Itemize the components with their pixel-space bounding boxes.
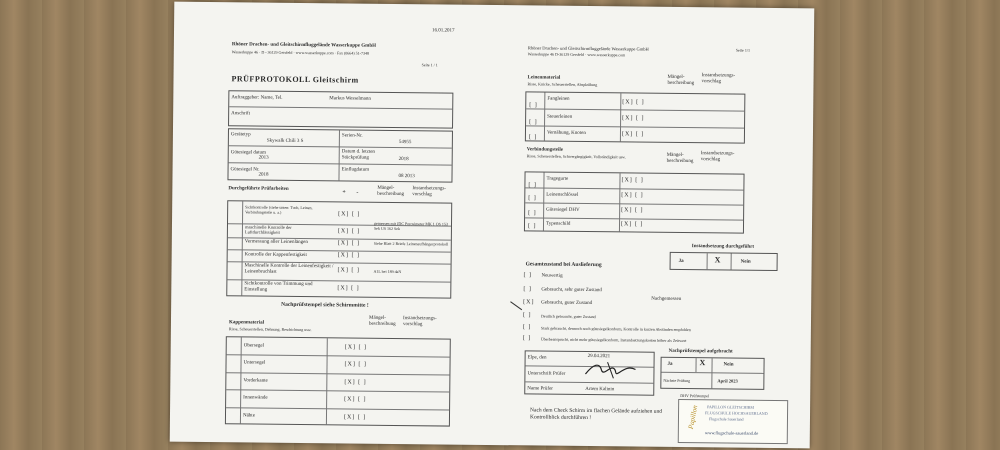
checks-repair-header: Instandsetzungs-vorschlag xyxy=(412,186,447,198)
built-label: Gütesiegel datum xyxy=(230,150,266,156)
overall-5-label: Stark gebraucht, dennoch noch gütesiegelkonform, Kontrolle in kurzen Abständen empfohlen xyxy=(540,325,691,333)
verbindung-row-3-mark: [X] [ ] xyxy=(621,207,644,214)
checks-title: Durchgeführte Prüfarbeiten xyxy=(228,186,289,192)
check-row-6-mark: [X] [ ] xyxy=(337,285,360,292)
kappe-subtitle: Risse, Scheuerstellen, Dehnung, Beschichtung usw. xyxy=(228,326,312,333)
check-row-4-mark: [X] [ ] xyxy=(337,252,361,259)
overall-1-mark: [ ] xyxy=(523,272,533,279)
stamp-next-value: April 2023 xyxy=(717,378,738,384)
stamp-nein: Nein xyxy=(723,362,734,368)
verbindung-row-4-mark: [X] [ ] xyxy=(620,221,644,228)
checks-table xyxy=(226,200,452,298)
sign-place-label: Elpe, den xyxy=(527,355,547,361)
kappe-row-4-label: Innenwände xyxy=(243,395,268,401)
date-top: 16.01.2017 xyxy=(432,28,455,34)
checks-minus: - xyxy=(356,189,359,196)
seal-label: Gütesiegel Nr. xyxy=(230,167,260,173)
leinen-row-2-label: Steuerleinen xyxy=(547,114,573,120)
check-row-3-note: Siehe Blatt 2 Briefe Leinenaufhängerprotokoll xyxy=(373,240,449,247)
stamp-title: Nachprüfstempel aufgebracht xyxy=(668,348,733,355)
signature-box xyxy=(524,350,654,395)
check-row-4-label: Kontrolle der Kappenfestigkeit xyxy=(244,252,307,259)
lastcheck-label: Datum d. letzten Stückprüfung xyxy=(341,149,375,161)
kappe-row-1-mark: [X] [ ] xyxy=(344,344,368,351)
repair-done-mark: X xyxy=(714,255,721,265)
address-label: Anschrift xyxy=(231,111,251,117)
leinen-row-3-mark: [X] [ ] xyxy=(621,131,645,138)
check-row-5-note: A1L bei 189 daN xyxy=(373,268,402,275)
logo-line-1: PAPILLON GLEITSCHIRM xyxy=(707,404,754,410)
verbindung-row-1-mark: [X] [ ] xyxy=(621,177,644,184)
overall-6-label: Überbeansprucht, nicht mehr gütesiegelkonform, Instandsetzungskosten höher als Zeitwert xyxy=(540,336,687,344)
leinen-row-1-label: Fangleinen xyxy=(547,96,570,102)
lastcheck-value: 2018 xyxy=(398,157,409,163)
leinen-repair-header: Instandsetzungs-vorschlag xyxy=(701,73,736,85)
verbindung-table: [ ] [ ] [ ] [ ] Tragegurte [X] [ ] Leinenschlössel [X] [ ] Gütesiegel DHV [X] [ ] Typenschild [X] [ ] xyxy=(524,171,745,233)
leinen-row-1-mark: [X] [ ] xyxy=(622,99,645,106)
school-logo-stamp xyxy=(678,399,788,444)
logo-line-4: www.flugschule-sauerland.de xyxy=(704,430,759,436)
stamp-box xyxy=(660,357,764,390)
overall-4-mark: [ ] xyxy=(523,312,532,319)
sign-name-value: Artem Kalinin xyxy=(585,386,615,393)
logo-line-3: Flugschule Sauerland xyxy=(708,416,744,422)
built-value: 2013 xyxy=(258,155,269,161)
check-row-5-mark: [X] [ ] xyxy=(337,267,360,274)
check-row-1-label: Sichtkontrolle (siehe unten: Tuch, Leinen, Verbindungsteile u. a.) xyxy=(245,204,313,215)
right-page xyxy=(510,5,815,448)
check-row-5-label: Maschinelle Kontrolle der Leinenfestigkeit / Leinenbruchlast xyxy=(244,263,334,275)
overall-4-label: Deutlich gebraucht, guter Zustand xyxy=(541,313,596,320)
kappe-row-3-label: Vorderkante xyxy=(243,378,268,384)
owner-value: Markus Wesselmann xyxy=(329,96,371,102)
check-row-2-note: gemessen mit JDC Porosimeter MK 1 OS 153 Sek US 162 Sek xyxy=(373,220,448,232)
verbindung-title: Verbindungsteile xyxy=(526,147,564,153)
overall-title: Gesamtzustand bei Auslieferung xyxy=(525,261,602,269)
sign-label: Unterschrift Prüfer xyxy=(527,371,566,377)
leinen-row-2-mark: [X] [ ] xyxy=(622,115,645,122)
company-address: Wasserkuppe 46 · D - 36129 Gersfeld · www.wasserkuppe.com · Fax (0664) 51-7348 xyxy=(231,49,369,56)
kappe-row-3-mark: [X] [ ] xyxy=(344,379,367,386)
repair-done-ja: Ja xyxy=(678,258,684,265)
sign-name-label: Name Prüfer xyxy=(527,386,553,392)
leinen-row-3-label: Vernähung, Knoten xyxy=(546,130,586,136)
owner-box xyxy=(228,90,453,128)
stamp-ja: Ja xyxy=(667,361,673,367)
stamp-next-label: Nächste Prüfung xyxy=(663,377,691,384)
flight-value: 08 2013 xyxy=(398,174,415,180)
kappe-row-2-mark: [X] [ ] xyxy=(344,361,367,368)
check-row-3-label: Vermessung aller Leinenlängen xyxy=(244,239,308,246)
overall-side-note: Nachgemessen xyxy=(651,296,682,302)
kappe-row-2-label: Untersegel xyxy=(243,360,266,366)
repair-done-nein: Nein xyxy=(740,259,751,265)
seal-value: 2018 xyxy=(258,172,269,178)
company-address-right: Wasserkuppe 46 D-36129 Gersfeld · www.wasserkuppe.com xyxy=(527,51,626,58)
kappe-row-5-label: Nähte xyxy=(242,413,255,419)
sign-date: 29.04.2021 xyxy=(587,354,611,360)
flight-label: Einflugdatum xyxy=(341,167,370,173)
stamp-note: Nachprüfstempel siehe Schirmmitte ! xyxy=(281,301,369,309)
overall-6-mark: [ ] xyxy=(522,335,532,342)
check-row-2-mark: [X] [ ] xyxy=(337,228,361,235)
overall-1-label: Neuwertig xyxy=(541,273,563,279)
verbindung-row-3-label: Gütesiegel DHV xyxy=(546,207,580,213)
company-name-right: Rhöner Drachen- und Gleitschirmfluggelände Wasserkuppe GmbH xyxy=(527,45,649,52)
leinen-defect-header: Mängel-beschreibung xyxy=(667,74,695,87)
verbindung-repair-header: Instandsetzungs-vorschlag xyxy=(700,151,735,163)
kappe-row-5-mark: [X] [ ] xyxy=(343,414,367,421)
overall-3-mark: [X] xyxy=(523,299,535,306)
overall-2-label: Gebraucht, sehr guter Zustand xyxy=(541,287,602,294)
company-name: Rhöner Drachen- und Gleitschirmfluggelände Wasserkuppe GmbH xyxy=(231,42,377,49)
verbindung-subtitle: Risse, Scheuerstellen, Schwergängigkeit, Vollständigkeit usw. xyxy=(526,153,626,160)
kappe-row-1-label: Obersegel xyxy=(243,343,265,349)
device-box xyxy=(227,128,453,182)
verbindung-row-2-label: Leinenschlössel xyxy=(546,192,579,198)
dhv-label: DHV Prüfstempel xyxy=(680,392,710,399)
overall-3-label: Gebraucht, guter Zustand xyxy=(541,300,593,307)
check-row-6-label: Sichtkontrolle von Trimmung und Einstellung xyxy=(244,281,313,293)
check-row-1-mark: [X] [ ] xyxy=(338,211,361,218)
leinen-title: Leinenmaterial xyxy=(527,75,561,81)
verbindung-defect-header: Mängel-beschreibung xyxy=(666,152,694,165)
page-number-left: Seite 1 / 1 xyxy=(421,62,438,68)
owner-label: Auftraggeber: Name, Tel. xyxy=(231,95,283,101)
verbindung-row-1-label: Tragegurte xyxy=(546,176,569,182)
repair-done-box xyxy=(670,252,778,271)
logo-script: Papillon xyxy=(686,404,700,430)
page-title: PRÜFPROTOKOLL Gleitschirm xyxy=(231,74,359,85)
kappe-table xyxy=(225,336,451,426)
page-number-right: Seite 1/1 xyxy=(735,47,750,53)
serial-value: 54955 xyxy=(398,140,412,146)
check-row-2-label: maschinelle Kontrolle der Luftdurchlässigkeit xyxy=(244,224,292,235)
leinen-subtitle: Risse, Knicke, Scheuerstellen, Abspleißung xyxy=(527,81,598,88)
handwritten-signature xyxy=(583,360,637,381)
kappe-defect-header: Mängel-beschreibung xyxy=(368,315,396,327)
serial-label: Serien-Nr. xyxy=(341,133,363,139)
footer-note: Nach dem Check Schirm im flachen Gelände aufziehen und Kontrollblick durchführen ! xyxy=(529,407,663,422)
overall-2-mark: [ ] xyxy=(523,286,532,293)
device-type-value: Skywalk Chili 3 S xyxy=(266,138,304,145)
checks-plus: + xyxy=(342,189,346,196)
verbindung-row-2-mark: [X] [ ] xyxy=(621,192,644,199)
leinen-table: [ ] [ ] [ ] Fangleinen [X] [ ] Steuerleinen [X] [ ] Vernähung, Knoten [X] [ ] xyxy=(525,91,746,143)
repair-done-title: Instandsetzung durchgeführt xyxy=(691,244,755,250)
device-type-label: Gerätetyp xyxy=(230,132,251,138)
kappe-repair-header: Instandsetzungs-vorschlag xyxy=(402,316,437,328)
inspection-protocol-sheet xyxy=(170,2,815,449)
overall-5-mark: [ ] xyxy=(522,324,532,331)
check-row-3-mark: [X] [ ] xyxy=(337,240,361,247)
kappe-title: Kappenmaterial xyxy=(228,320,264,326)
verbindung-row-4-label: Typenschild xyxy=(545,221,571,227)
logo-line-2: FLUGSCHULE HOCHSAUERLAND xyxy=(705,410,768,416)
left-page xyxy=(170,2,495,445)
kappe-row-4-mark: [X] [ ] xyxy=(344,396,367,403)
checks-defect-header: Mängel-beschreibung xyxy=(377,185,405,198)
stamp-mark: X xyxy=(699,358,706,368)
